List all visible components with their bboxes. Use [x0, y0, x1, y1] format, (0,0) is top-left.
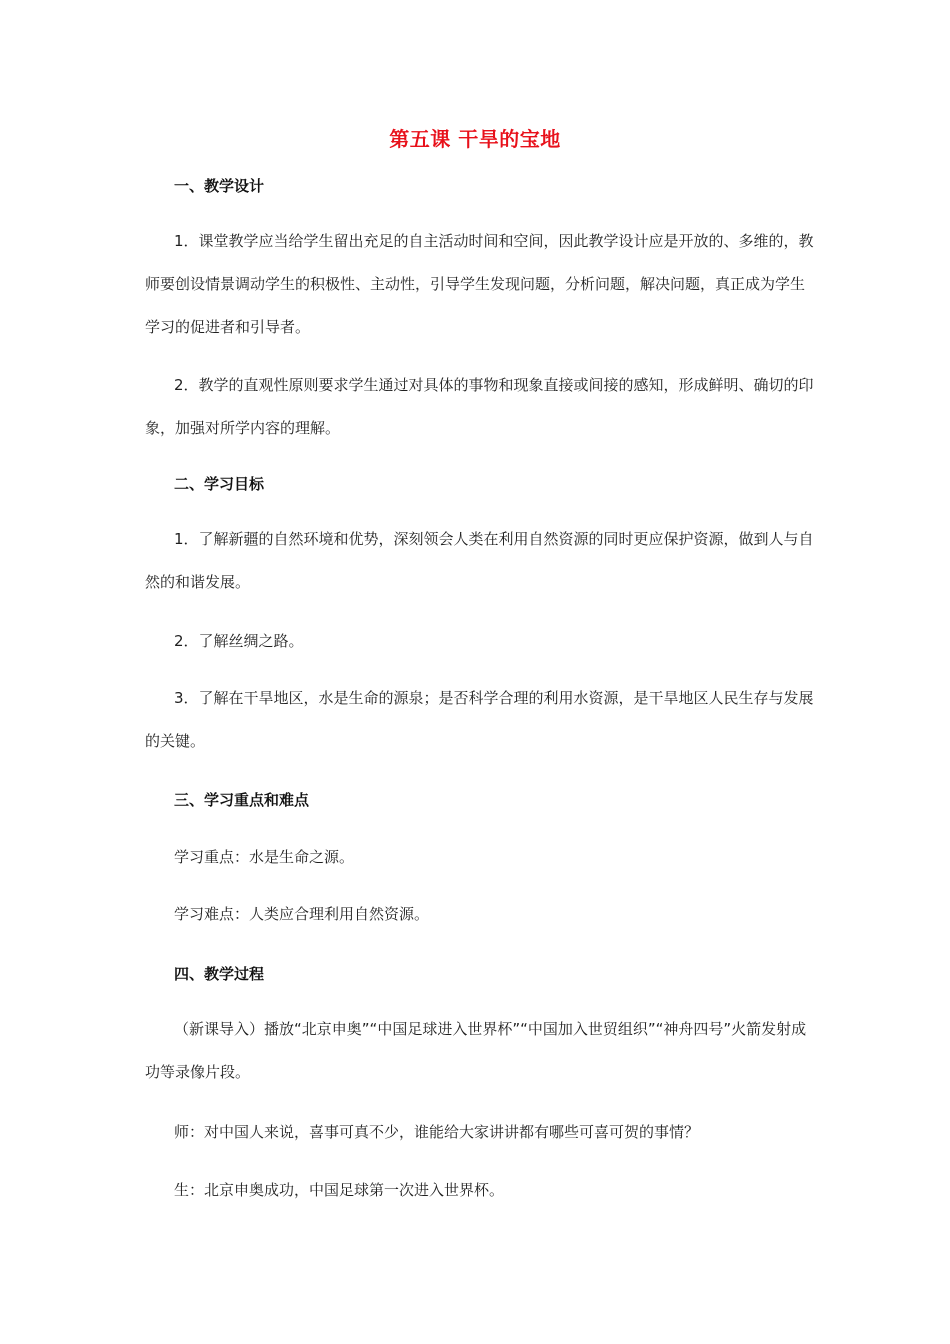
paragraph: 学习难点：人类应合理利用自然资源。: [174, 905, 430, 923]
section-heading-learning-goals: 二、学习目标: [174, 475, 265, 493]
section-heading-teaching-process: 四、教学过程: [174, 965, 265, 983]
paragraph: 2．了解丝绸之路。: [174, 632, 304, 650]
paragraph: （新课导入）播放“北京申奥”“中国足球进入世界杯”“中国加入世贸组织”“神舟四号”火箭发射成功等录像片段。: [145, 1020, 807, 1081]
page-title: 第五课 干旱的宝地: [389, 127, 561, 151]
paragraph: 3．了解在干旱地区，水是生命的源泉；是否科学合理的利用水资源，是干旱地区人民生存与发展的关键。: [145, 689, 814, 750]
paragraph: 生：北京申奥成功，中国足球第一次进入世界杯。: [174, 1181, 505, 1199]
paragraph: 2．教学的直观性原则要求学生通过对具体的事物和现象直接或间接的感知，形成鲜明、确切的印象，加强对所学内容的理解。: [145, 376, 814, 437]
paragraph: 师：对中国人来说，喜事可真不少，谁能给大家讲讲都有哪些可喜可贺的事情？: [174, 1123, 700, 1141]
paragraph: 1．课堂教学应当给学生留出充足的自主活动时间和空间，因此教学设计应是开放的、多维的，教师要创设情景调动学生的积极性、主动性，引导学生发现问题，分析问题，解决问题，真正成为学生学习的促进者和引导者。: [145, 232, 814, 336]
section-heading-teaching-design: 一、教学设计: [174, 177, 265, 195]
paragraph: 1．了解新疆的自然环境和优势，深刻领会人类在利用自然资源的同时更应保护资源，做到人与自然的和谐发展。: [145, 530, 814, 591]
section-heading-key-points: 三、学习重点和难点: [174, 791, 310, 809]
paragraph: 学习重点：水是生命之源。: [174, 848, 355, 866]
